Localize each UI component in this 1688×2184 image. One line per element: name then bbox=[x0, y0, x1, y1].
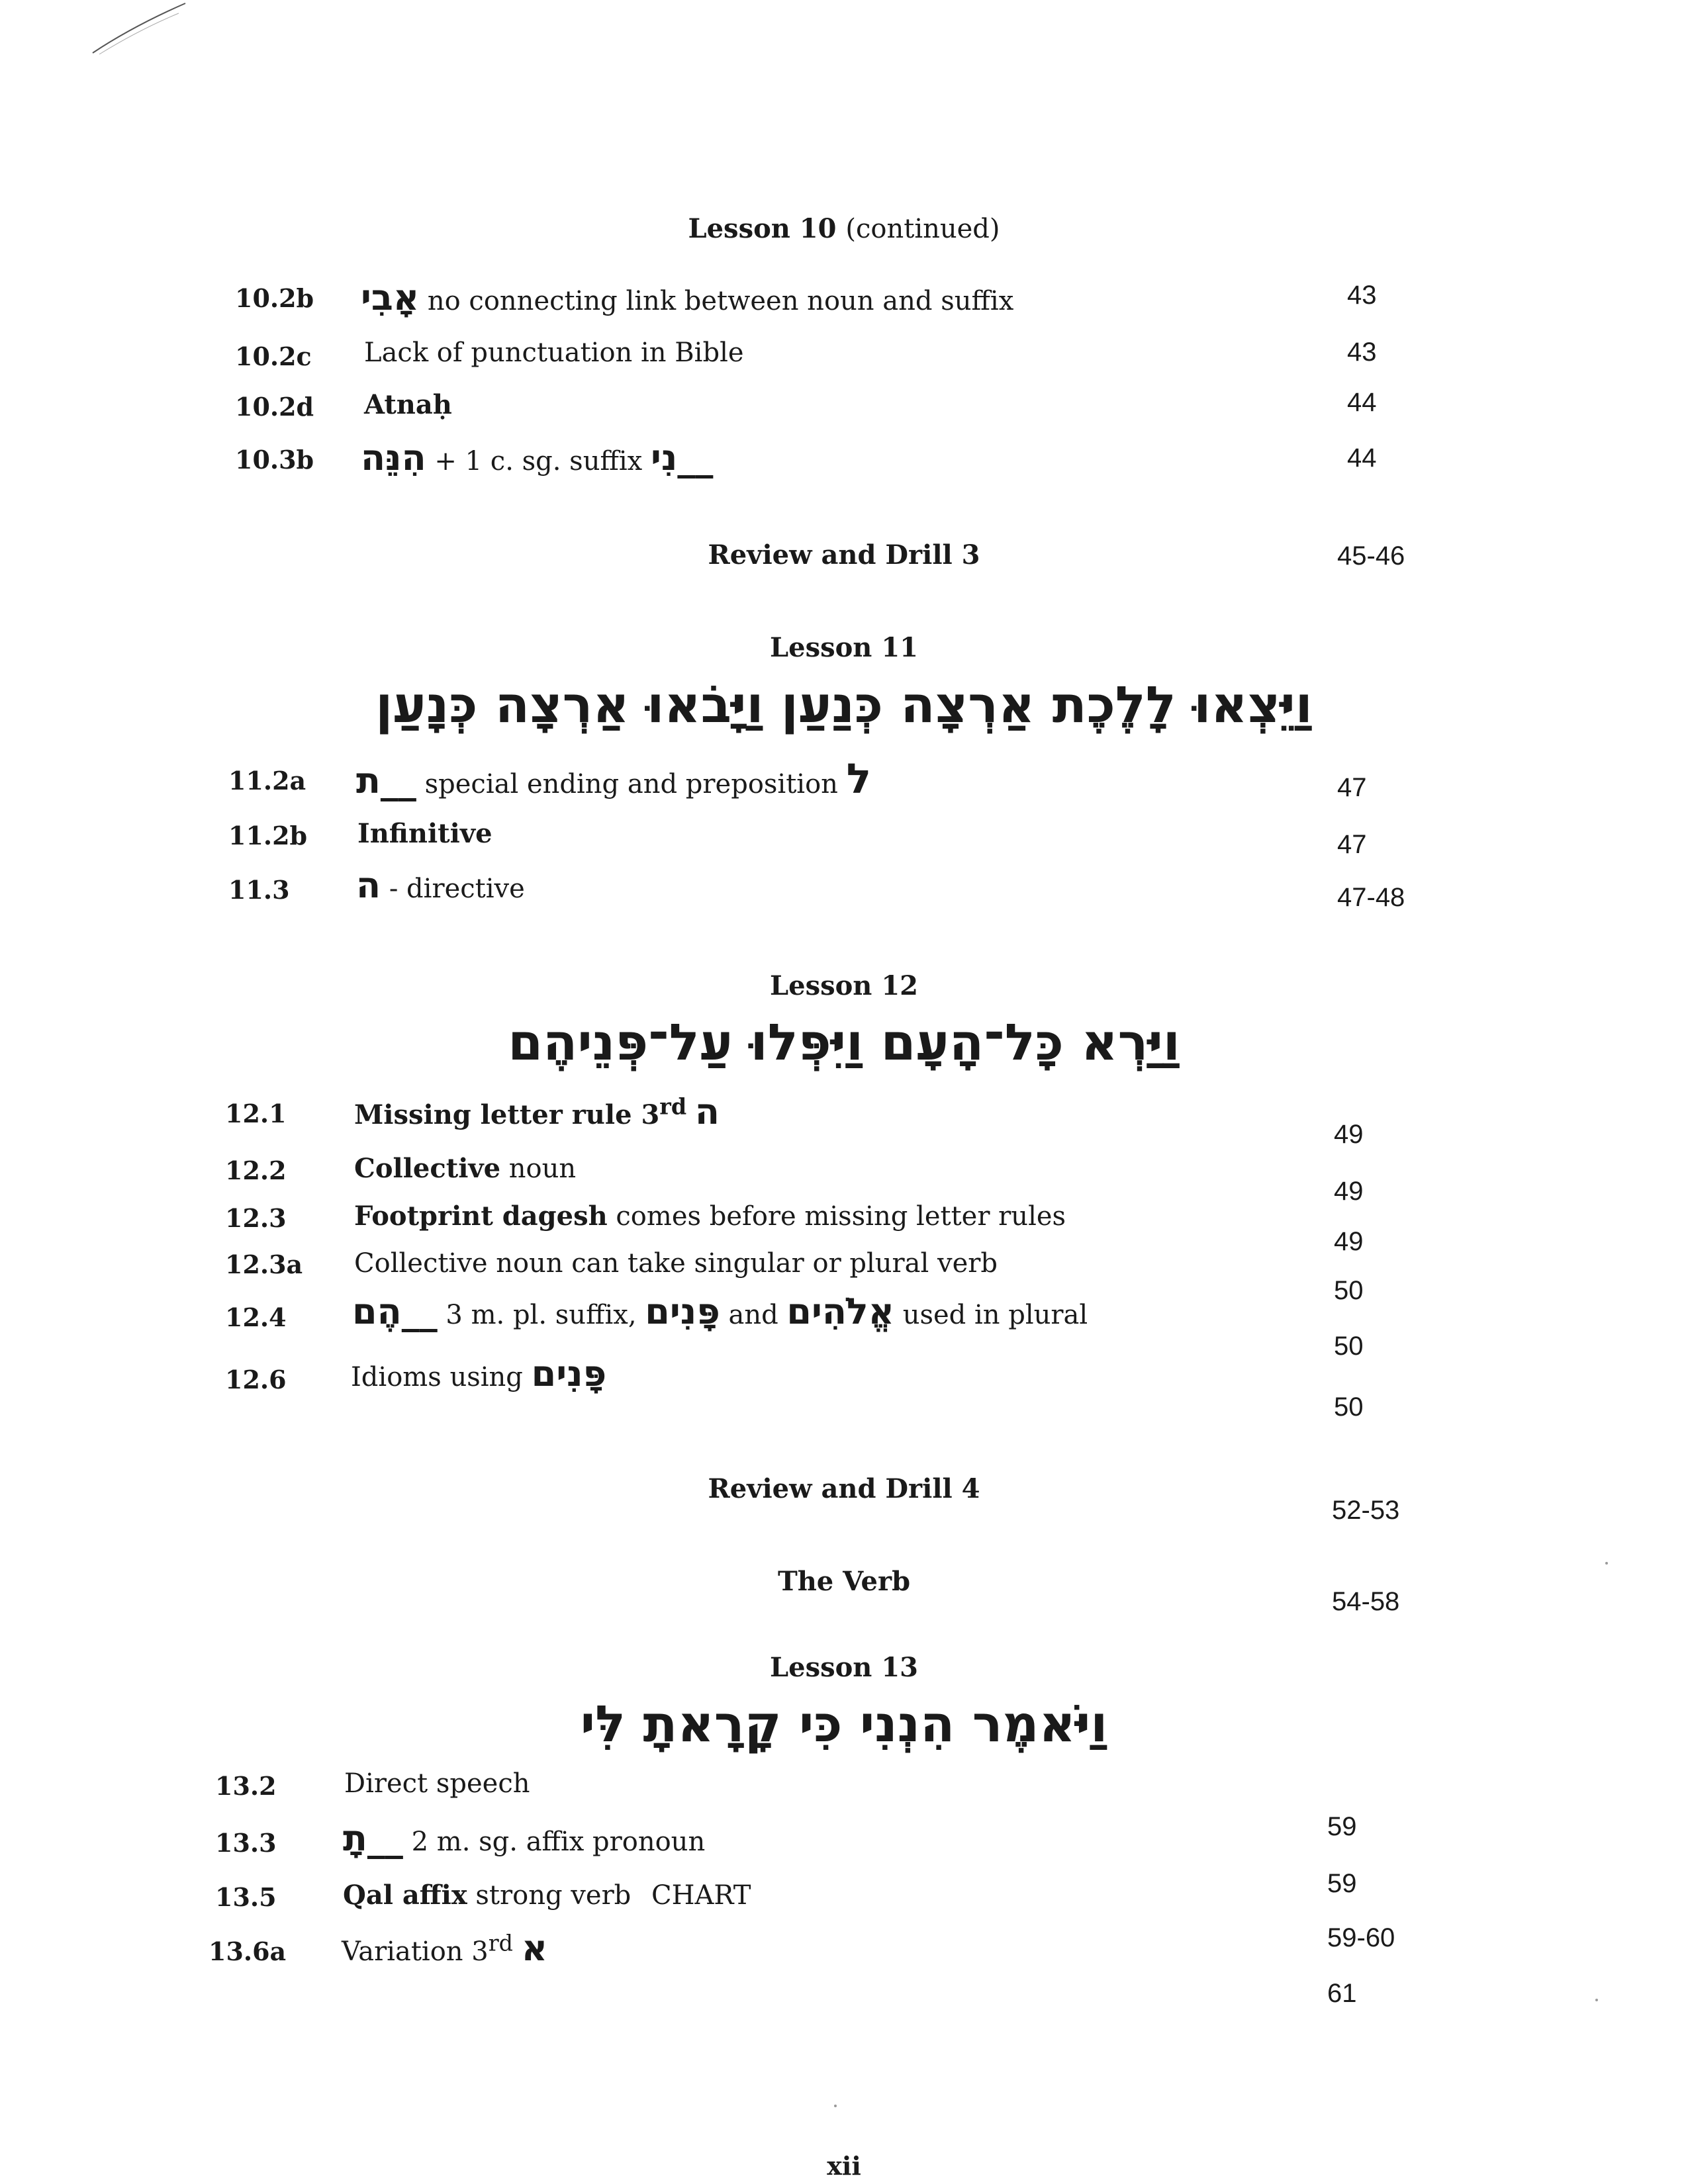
page-reference: 44 bbox=[1347, 443, 1377, 473]
scan-speck bbox=[1595, 1999, 1598, 2001]
entry-number: 10.2b bbox=[235, 283, 314, 313]
review-drill-3-heading: Review and Drill 3 bbox=[708, 539, 980, 570]
scan-speck bbox=[1605, 1562, 1608, 1565]
entry-number: 10.3b bbox=[235, 445, 314, 475]
page-reference: 52-53 bbox=[1332, 1496, 1400, 1525]
page-reference: 59-60 bbox=[1327, 1923, 1395, 1952]
page-reference: 44 bbox=[1347, 388, 1377, 417]
hebrew-term: אָבִי bbox=[361, 277, 420, 318]
entry-number: 11.3 bbox=[228, 875, 290, 905]
entry-number: 12.4 bbox=[225, 1302, 287, 1332]
entry-title: Missing letter rule 3rd ה bbox=[354, 1091, 720, 1132]
page-reference: 47 bbox=[1337, 773, 1367, 802]
entry-title: Atnaḥ bbox=[364, 389, 452, 420]
page-reference: 47 bbox=[1337, 830, 1367, 859]
scan-speck bbox=[834, 2105, 837, 2107]
page-reference: 54-58 bbox=[1332, 1587, 1400, 1616]
lesson-13-hebrew-verse: וַיֹּאמֶר הִנְנִי כִּי קָרָאתָ לִּי bbox=[580, 1694, 1108, 1753]
lesson-12-hebrew-verse: וַיַּרְא כָּל־הָעָם וַיִּפְּלוּ עַל־פְּנֵיהֶם bbox=[508, 1013, 1180, 1071]
entry-title: Collective noun can take singular or plural verb bbox=[354, 1248, 998, 1279]
review-drill-4-heading: Review and Drill 4 bbox=[708, 1473, 980, 1504]
entry-title: Direct speech bbox=[344, 1768, 530, 1799]
page-reference: 49 bbox=[1334, 1177, 1364, 1206]
entry-title: תָ__ 2 m. sg. affix pronoun bbox=[343, 1817, 706, 1859]
entry-number: 13.2 bbox=[215, 1771, 277, 1801]
entry-number: 12.2 bbox=[225, 1156, 287, 1185]
hebrew-word-panim: פָּנִים bbox=[531, 1353, 607, 1394]
entry-number: 12.3 bbox=[225, 1203, 287, 1233]
entry-number: 11.2a bbox=[228, 766, 306, 796]
page-reference: 43 bbox=[1347, 338, 1377, 367]
hebrew-preposition: ל bbox=[846, 754, 872, 803]
entry-title: Footprint dagesh comes before missing letter rules bbox=[354, 1201, 1066, 1232]
hebrew-ending: ת__ bbox=[356, 760, 416, 801]
page-reference: 50 bbox=[1334, 1276, 1364, 1305]
lesson-11-hebrew-verse: וַיֵּצְאוּ לָלֶכֶת אַרְצָה כְּנַעַן וַיָּבֹאוּ אַרְצָה כְּנָעַן bbox=[375, 675, 1313, 734]
entry-title: הֶם__ 3 m. pl. suffix, פָּנִים and אֱלֹהִים used in plural bbox=[352, 1291, 1088, 1332]
hebrew-suffix: הֶם__ bbox=[352, 1291, 438, 1332]
entry-title: Infinitive bbox=[357, 818, 492, 849]
entry-title: Idioms using פָּנִים bbox=[351, 1353, 607, 1394]
page-reference: 43 bbox=[1347, 281, 1377, 310]
entry-number: 13.6a bbox=[209, 1936, 287, 1966]
entry-title: Qal affix strong verb CHART bbox=[343, 1880, 751, 1911]
hebrew-letter: א bbox=[521, 1927, 548, 1969]
page-reference: 49 bbox=[1334, 1120, 1364, 1149]
page-reference: 61 bbox=[1327, 1979, 1357, 2008]
entry-title: Collective noun bbox=[354, 1153, 577, 1184]
entry-title: הִנֵּה + 1 c. sg. suffix נִי__ bbox=[361, 437, 714, 478]
hebrew-term: הִנֵּה bbox=[361, 437, 426, 478]
entry-title: Variation 3rd א bbox=[342, 1927, 548, 1969]
page-reference: 50 bbox=[1334, 1392, 1364, 1422]
lesson-10-heading: Lesson 10 (continued) bbox=[688, 213, 1000, 244]
page-folio: xii bbox=[827, 2151, 861, 2181]
hebrew-suffix: נִי__ bbox=[650, 437, 714, 478]
lesson-11-heading: Lesson 11 bbox=[770, 632, 918, 663]
entry-number: 13.3 bbox=[215, 1828, 277, 1858]
page-reference: 50 bbox=[1334, 1332, 1364, 1361]
page-reference: 45-46 bbox=[1337, 541, 1405, 570]
hebrew-letter: ה bbox=[694, 1091, 720, 1132]
hebrew-directive: ה bbox=[356, 864, 381, 906]
hebrew-word-panim: פָּנִים bbox=[645, 1291, 720, 1332]
entry-number: 10.2d bbox=[235, 392, 314, 422]
entry-number: 10.2c bbox=[235, 341, 312, 371]
entry-number: 11.2b bbox=[228, 821, 308, 850]
entry-number: 12.6 bbox=[225, 1365, 287, 1394]
lesson-13-heading: Lesson 13 bbox=[770, 1652, 918, 1683]
entry-title: ה - directive bbox=[356, 864, 525, 906]
page-reference: 59 bbox=[1327, 1869, 1357, 1898]
entry-number: 12.3a bbox=[225, 1250, 303, 1279]
page-reference: 49 bbox=[1334, 1227, 1364, 1256]
entry-title: אָבִי no connecting link between noun and suffix bbox=[361, 277, 1014, 318]
entry-title: Lack of punctuation in Bible bbox=[364, 338, 744, 368]
entry-title: ת__ special ending and preposition ל bbox=[356, 754, 872, 803]
page-reference: 59 bbox=[1327, 1812, 1357, 1841]
hebrew-affix: תָ__ bbox=[343, 1817, 403, 1859]
entry-number: 12.1 bbox=[225, 1099, 287, 1128]
hebrew-word-elohim: אֱלֹהִים bbox=[786, 1291, 894, 1332]
scan-corner-mark bbox=[86, 0, 192, 60]
entry-number: 13.5 bbox=[215, 1882, 277, 1912]
page-reference: 47-48 bbox=[1337, 883, 1405, 912]
the-verb-heading: The Verb bbox=[777, 1566, 911, 1597]
lesson-12-heading: Lesson 12 bbox=[770, 970, 918, 1001]
